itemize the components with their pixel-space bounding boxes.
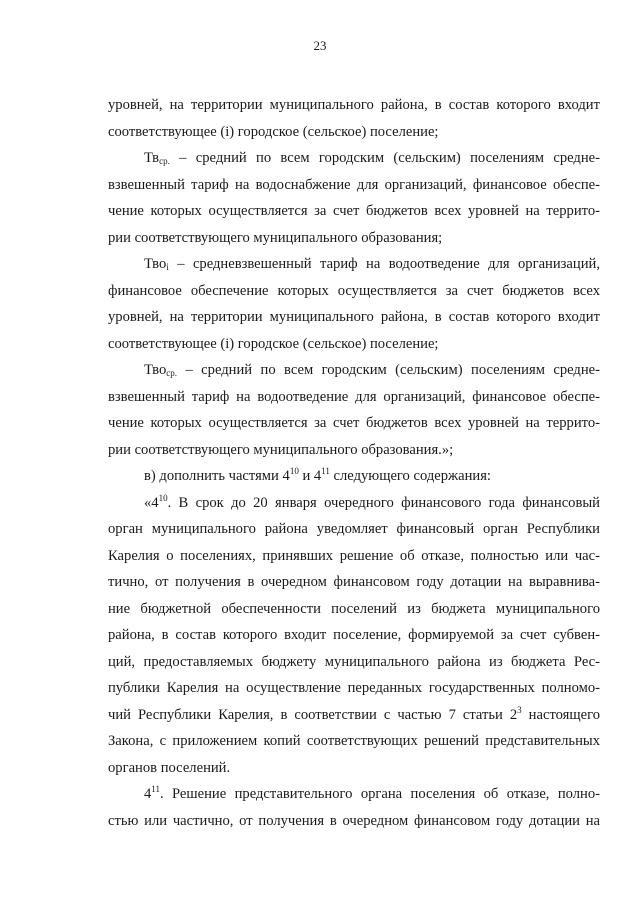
text-line: Карелия о поселениях, принявших решение об отказе, полностью или час- <box>108 547 600 564</box>
text-run: . В срок до 20 января очередного финансового года финансовый <box>167 494 600 511</box>
text-line: уровней, на территории муниципального района, в состав которого входит <box>108 97 600 113</box>
text-run: и 4 <box>298 468 322 484</box>
text-line <box>108 702 600 729</box>
text-line: Закона, с приложением копий соответствующих решений представительных <box>108 733 600 749</box>
superscript: 11 <box>321 466 330 476</box>
document-body <box>108 92 600 834</box>
text-line: уровней, на территории муниципального района, в состав которого входит <box>108 309 600 325</box>
text-line <box>108 145 600 172</box>
text-run: – средневзвешенный тариф на водоотведение для организаций, <box>168 256 600 272</box>
superscript: 10 <box>158 492 168 503</box>
text-line <box>108 357 600 384</box>
page-number: 23 <box>313 38 327 53</box>
text-run: следующего содержания: <box>329 468 491 484</box>
subscript: i <box>166 262 169 272</box>
text-line <box>108 251 600 278</box>
text-line: ние бюджетной обеспеченности поселений из бюджета муниципального <box>108 600 600 617</box>
text-run: Тво <box>144 362 167 378</box>
text-run: «4 <box>144 494 159 511</box>
superscript: 11 <box>151 784 160 794</box>
superscript: 3 <box>517 704 522 715</box>
text-run: чий Республики Карелия, в соответствии с частью 7 статьи 2 <box>108 706 518 723</box>
text-line: взвешенный тариф на водоснабжение для организаций, финансовое обеспе- <box>108 176 600 193</box>
subscript: ср. <box>159 156 170 166</box>
text-run: Тв <box>144 150 160 166</box>
text-line: рии соответствующего муниципального образования; <box>108 229 443 246</box>
text-line: рии соответствующего муниципального образования.»; <box>108 441 454 458</box>
text-line: ций, предоставляемых бюджету муниципального района из бюджета Рес- <box>108 653 600 670</box>
text-line <box>108 781 600 808</box>
text-line: чение которых осуществляется за счет бюджетов всех уровней на террито- <box>108 203 600 219</box>
text-run: – средний по всем городским (сельским) поселениям средне- <box>169 150 600 166</box>
text-run: – средний по всем городским (сельским) поселениям средне- <box>177 362 600 378</box>
text-line: органов поселений. <box>108 759 231 776</box>
text-line: публики Карелия на осуществление переданных государственных полномо- <box>108 680 600 696</box>
text-run: в) дополнить частями 4 <box>144 468 290 484</box>
text-run: настоящего <box>521 706 600 723</box>
text-line <box>108 490 600 517</box>
text-run: . Решение представительного органа поселения об отказе, полно- <box>159 786 600 802</box>
text-line: района, в состав которого входит поселение, формируемой за счет субвен- <box>108 627 600 643</box>
text-line: стью или частично, от получения в очередном финансовом году дотации на <box>108 812 600 829</box>
text-line: взвешенный тариф на водоотведение для организаций, финансовое обеспе- <box>108 388 600 405</box>
text-line: орган муниципального района уведомляет финансовый орган Республики <box>108 521 600 537</box>
text-line: финансовое обеспечение которых осуществляется за счет бюджетов всех <box>108 282 600 299</box>
text-run: 4 <box>144 786 152 802</box>
text-line: соответствующее (i) городское (сельское) поселение; <box>108 123 439 140</box>
text-line: соответствующее (i) городское (сельское) поселение; <box>108 335 439 352</box>
text-line: тично, от получения в очередном финансовом году дотации на выравнива- <box>108 574 600 590</box>
text-run: Тво <box>144 256 167 272</box>
superscript: 10 <box>289 466 299 476</box>
text-line <box>108 463 600 490</box>
text-line: чение которых осуществляется за счет бюджетов всех уровней на террито- <box>108 415 600 431</box>
subscript: ср. <box>166 368 178 378</box>
